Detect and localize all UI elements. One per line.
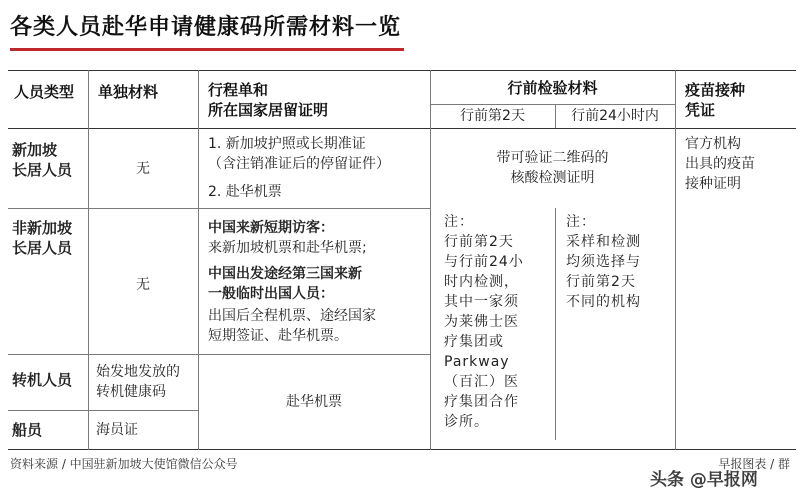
table-top-border xyxy=(8,70,796,71)
col-divider xyxy=(675,70,676,450)
row-non-sg-resident-type: 非新加坡 长居人员 xyxy=(12,219,73,257)
col-divider xyxy=(430,70,431,450)
note-left: 注： 行前第2天 与行前24小 时内检测， 其中一家须 为莱佛士医 疗集团或 Parkway （百汇）医 疗集团合作 诊所。 xyxy=(444,214,524,430)
row-sg-resident-itinerary-2: 2. 赴华机票 xyxy=(208,184,282,200)
test-subheader-line xyxy=(430,104,675,105)
header-test-24h: 行前24小时内 xyxy=(571,108,659,124)
row-non-sg-resident-single: 无 xyxy=(136,277,150,293)
page-title: 各类人员赴华申请健康码所需材料一览 xyxy=(10,15,402,40)
header-pre-departure-test: 行前检验材料 xyxy=(507,79,598,97)
row-crew-type: 船员 xyxy=(12,421,43,439)
header-test-day-2: 行前第2天 xyxy=(460,108,525,124)
source-note: 资料来源 / 中国驻新加坡大使馆微信公众号 xyxy=(10,457,238,471)
credit: 早报图表 / 群 xyxy=(718,457,790,471)
requirements-table xyxy=(8,70,796,450)
header-vaccination: 疫苗接种 凭证 xyxy=(685,81,746,119)
row-sg-resident-single: 无 xyxy=(136,161,150,177)
vaccine-proof: 官方机构 出具的疫苗 接种证明 xyxy=(685,136,755,192)
header-person-type: 人员类型 xyxy=(14,83,75,101)
test-proof: 带可验证二维码的 核酸检测证明 xyxy=(496,150,609,186)
row-crew-single: 海员证 xyxy=(96,422,138,438)
row-divider xyxy=(8,354,430,355)
table-bottom-border xyxy=(8,449,796,450)
title-underline xyxy=(10,48,404,51)
row-non-sg-visitor-text: 来新加坡机票和赴华机票; xyxy=(208,240,367,256)
header-itinerary: 行程单和 所在国家居留证明 xyxy=(208,81,329,119)
row-transit-single: 始发地发放的 转机健康码 xyxy=(96,364,180,400)
row-non-sg-transit-text: 出国后全程机票、途经国家 短期签证、赴华机票。 xyxy=(208,308,376,344)
row-non-sg-transit-heading: 中国出发途经第三国来新 一般临时出国人员： xyxy=(208,266,362,302)
note-divider xyxy=(555,208,556,440)
watermark: 头条 @早报网 xyxy=(650,470,758,490)
row-divider xyxy=(8,410,198,411)
row-non-sg-visitor-heading: 中国来新短期访客： xyxy=(208,220,334,236)
row-sg-resident-itinerary-1: 1. 新加坡护照或长期准证 （含注销准证后的停留证件） xyxy=(208,136,390,172)
header-single-materials: 单独材料 xyxy=(98,83,159,101)
note-right: 注： 采样和检测 均须选择与 行前第2天 不同的机构 xyxy=(566,214,641,310)
row-transit-type: 转机人员 xyxy=(12,371,73,389)
row-divider xyxy=(8,208,430,209)
transit-crew-itinerary: 赴华机票 xyxy=(286,394,342,410)
col-divider xyxy=(88,70,89,450)
row-sg-resident-type: 新加坡 长居人员 xyxy=(12,141,73,179)
header-bottom-border xyxy=(8,128,796,129)
